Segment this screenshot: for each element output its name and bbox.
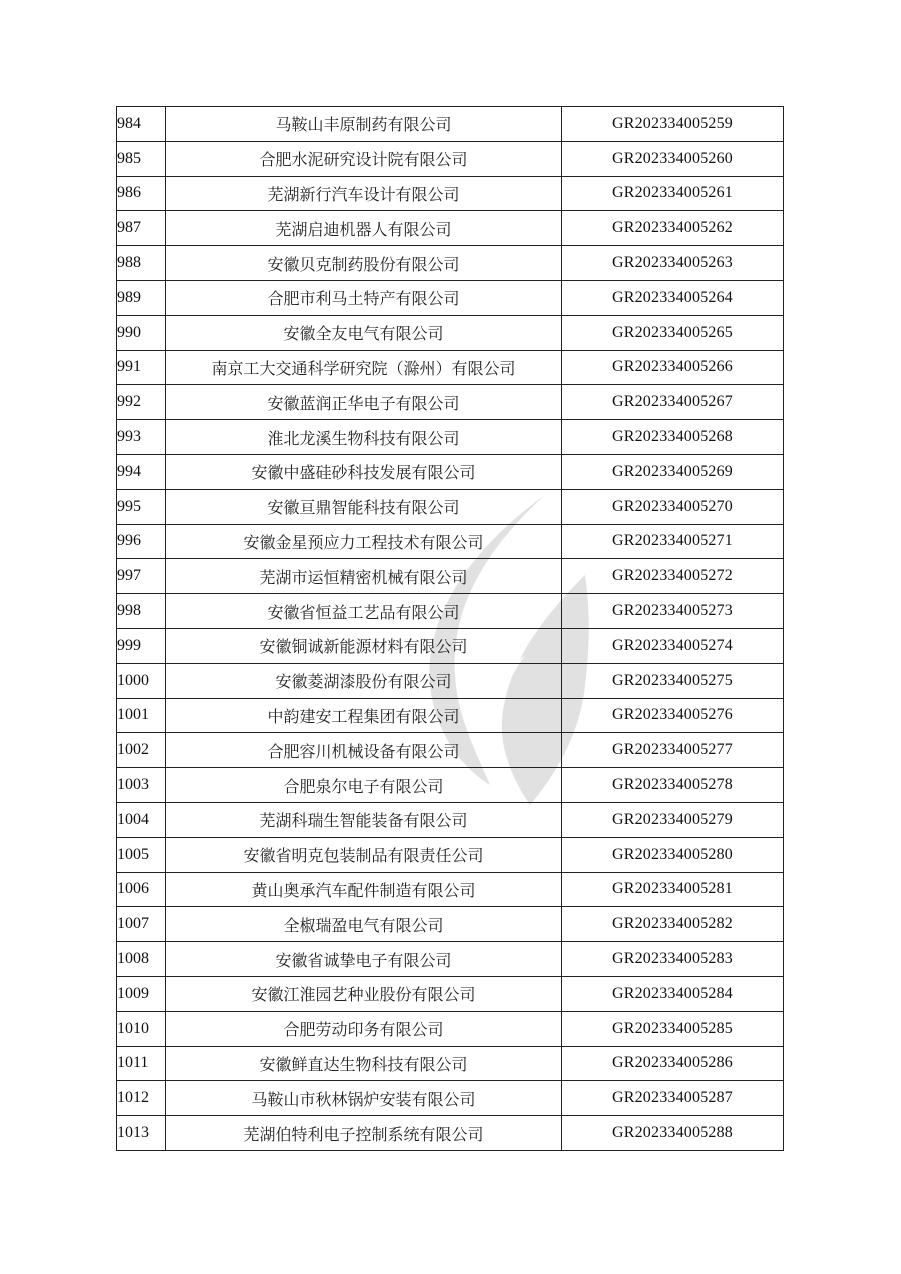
company-name: 芜湖伯特利电子控制系统有限公司 <box>166 1116 562 1151</box>
row-number: 1005 <box>117 837 166 872</box>
company-name: 合肥泉尔电子有限公司 <box>166 768 562 803</box>
certificate-number: GR202334005280 <box>562 837 784 872</box>
row-number: 987 <box>117 211 166 246</box>
table-row <box>117 141 784 176</box>
row-number: 1009 <box>117 976 166 1011</box>
certificate-number: GR202334005287 <box>562 1081 784 1116</box>
company-name: 安徽中盛硅砂科技发展有限公司 <box>166 454 562 489</box>
company-name: 马鞍山丰原制药有限公司 <box>166 107 562 142</box>
row-number: 984 <box>117 107 166 142</box>
company-name: 芜湖启迪机器人有限公司 <box>166 211 562 246</box>
company-name: 安徽蓝润正华电子有限公司 <box>166 385 562 420</box>
company-name: 安徽省恒益工艺品有限公司 <box>166 594 562 629</box>
row-number: 1013 <box>117 1116 166 1151</box>
row-number: 1007 <box>117 907 166 942</box>
table-row <box>117 628 784 663</box>
table-row <box>117 385 784 420</box>
certificate-number: GR202334005285 <box>562 1011 784 1046</box>
company-name: 安徽全友电气有限公司 <box>166 315 562 350</box>
certificate-number: GR202334005277 <box>562 733 784 768</box>
table-row <box>117 211 784 246</box>
certificate-number: GR202334005268 <box>562 420 784 455</box>
row-number: 990 <box>117 315 166 350</box>
company-name: 合肥劳动印务有限公司 <box>166 1011 562 1046</box>
company-name: 芜湖新行汽车设计有限公司 <box>166 176 562 211</box>
row-number: 992 <box>117 385 166 420</box>
company-name: 安徽省诚挚电子有限公司 <box>166 942 562 977</box>
table-row <box>117 489 784 524</box>
row-number: 999 <box>117 628 166 663</box>
company-name: 中韵建安工程集团有限公司 <box>166 698 562 733</box>
table-row <box>117 107 784 142</box>
certificate-number: GR202334005284 <box>562 976 784 1011</box>
certificate-number: GR202334005272 <box>562 559 784 594</box>
table-row <box>117 594 784 629</box>
company-name: 安徽江淮园艺种业股份有限公司 <box>166 976 562 1011</box>
company-name: 合肥市利马土特产有限公司 <box>166 280 562 315</box>
company-name: 合肥水泥研究设计院有限公司 <box>166 141 562 176</box>
row-number: 1006 <box>117 872 166 907</box>
certificate-number: GR202334005270 <box>562 489 784 524</box>
table-row <box>117 524 784 559</box>
row-number: 997 <box>117 559 166 594</box>
certificate-number: GR202334005267 <box>562 385 784 420</box>
company-name: 马鞍山市秋林锅炉安装有限公司 <box>166 1081 562 1116</box>
table-row <box>117 350 784 385</box>
certificate-number: GR202334005273 <box>562 594 784 629</box>
row-number: 988 <box>117 246 166 281</box>
company-name: 南京工大交通科学研究院（滁州）有限公司 <box>166 350 562 385</box>
certificate-number: GR202334005278 <box>562 768 784 803</box>
table-row <box>117 420 784 455</box>
row-number: 1003 <box>117 768 166 803</box>
company-name: 安徽铜诚新能源材料有限公司 <box>166 628 562 663</box>
certificate-number: GR202334005274 <box>562 628 784 663</box>
certificate-number: GR202334005269 <box>562 454 784 489</box>
row-number: 1002 <box>117 733 166 768</box>
table-row <box>117 663 784 698</box>
table-row <box>117 1081 784 1116</box>
certificate-number: GR202334005264 <box>562 280 784 315</box>
certificate-number: GR202334005275 <box>562 663 784 698</box>
company-name: 淮北龙溪生物科技有限公司 <box>166 420 562 455</box>
company-name: 芜湖市运恒精密机械有限公司 <box>166 559 562 594</box>
certificate-number: GR202334005262 <box>562 211 784 246</box>
table-row <box>117 280 784 315</box>
certificate-number: GR202334005282 <box>562 907 784 942</box>
company-name: 安徽贝克制药股份有限公司 <box>166 246 562 281</box>
table-row <box>117 733 784 768</box>
row-number: 1004 <box>117 802 166 837</box>
certificate-number: GR202334005283 <box>562 942 784 977</box>
table-row <box>117 802 784 837</box>
certificate-number: GR202334005259 <box>562 107 784 142</box>
row-number: 1001 <box>117 698 166 733</box>
row-number: 1008 <box>117 942 166 977</box>
table-row <box>117 246 784 281</box>
row-number: 994 <box>117 454 166 489</box>
certificate-number: GR202334005260 <box>562 141 784 176</box>
table-row <box>117 872 784 907</box>
table-row <box>117 1011 784 1046</box>
table-row <box>117 559 784 594</box>
company-name: 全椒瑞盈电气有限公司 <box>166 907 562 942</box>
certificate-number: GR202334005271 <box>562 524 784 559</box>
table-row <box>117 942 784 977</box>
table-row <box>117 1116 784 1151</box>
row-number: 998 <box>117 594 166 629</box>
row-number: 1000 <box>117 663 166 698</box>
certificate-number: GR202334005288 <box>562 1116 784 1151</box>
row-number: 1011 <box>117 1046 166 1081</box>
company-name: 安徽亘鼎智能科技有限公司 <box>166 489 562 524</box>
row-number: 991 <box>117 350 166 385</box>
table-row <box>117 315 784 350</box>
table-row <box>117 698 784 733</box>
table-row <box>117 768 784 803</box>
row-number: 995 <box>117 489 166 524</box>
row-number: 989 <box>117 280 166 315</box>
certificate-number: GR202334005266 <box>562 350 784 385</box>
table-row <box>117 1046 784 1081</box>
certificate-number: GR202334005265 <box>562 315 784 350</box>
company-name: 安徽鲜直达生物科技有限公司 <box>166 1046 562 1081</box>
company-name: 安徽省明克包装制品有限责任公司 <box>166 837 562 872</box>
table-row <box>117 976 784 1011</box>
table-row <box>117 837 784 872</box>
certificate-number: GR202334005263 <box>562 246 784 281</box>
certificate-number: GR202334005276 <box>562 698 784 733</box>
table-row <box>117 176 784 211</box>
company-name: 合肥容川机械设备有限公司 <box>166 733 562 768</box>
table-row <box>117 907 784 942</box>
table-row <box>117 454 784 489</box>
row-number: 993 <box>117 420 166 455</box>
row-number: 1010 <box>117 1011 166 1046</box>
row-number: 996 <box>117 524 166 559</box>
certificate-number: GR202334005279 <box>562 802 784 837</box>
row-number: 985 <box>117 141 166 176</box>
row-number: 986 <box>117 176 166 211</box>
row-number: 1012 <box>117 1081 166 1116</box>
company-name: 芜湖科瑞生智能装备有限公司 <box>166 802 562 837</box>
company-name: 安徽金星预应力工程技术有限公司 <box>166 524 562 559</box>
company-name: 安徽菱湖漆股份有限公司 <box>166 663 562 698</box>
company-certificate-table <box>116 106 784 1151</box>
certificate-number: GR202334005286 <box>562 1046 784 1081</box>
company-name: 黄山奥承汽车配件制造有限公司 <box>166 872 562 907</box>
certificate-number: GR202334005261 <box>562 176 784 211</box>
certificate-number: GR202334005281 <box>562 872 784 907</box>
